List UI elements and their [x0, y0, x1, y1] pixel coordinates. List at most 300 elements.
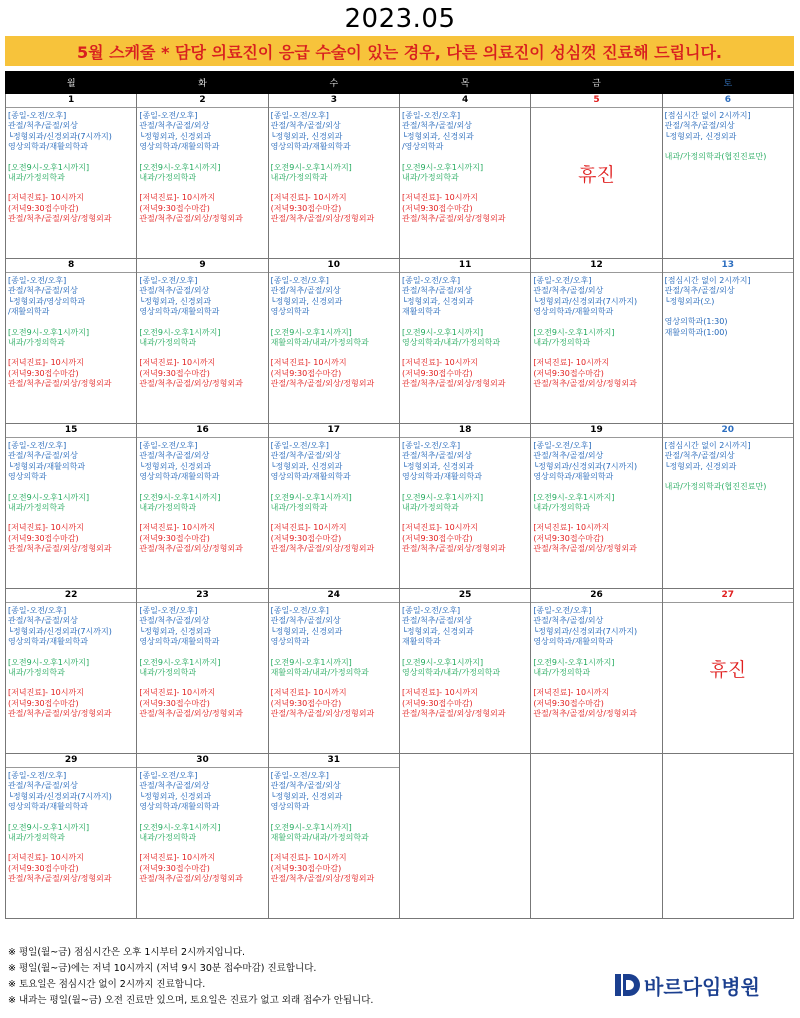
- calendar-day-cell: [137, 259, 268, 424]
- morning-block: [402, 328, 528, 349]
- schedule-line: [종일-오전/오후]: [401, 111, 461, 120]
- schedule-line: 관절/척추/골절/외상: [401, 616, 472, 626]
- footer-note: ※ 평일(월~금) 점심시간은 오후 1시부터 2시까지입니다.: [8, 947, 246, 958]
- evening-block: [8, 853, 134, 884]
- fullday-block: [139, 606, 265, 648]
- day-number: 22: [6, 589, 136, 603]
- evening-block: [139, 358, 265, 389]
- schedule-line: 관절/척추/골절/외상/정형외과: [139, 379, 243, 389]
- day-number: 11: [400, 259, 530, 273]
- fullday-block: [533, 606, 659, 648]
- evening-block: [533, 523, 659, 554]
- schedule-line: 관절/척추/골절/외상: [270, 781, 341, 791]
- schedule-line: └정형외과, 신경외과: [401, 131, 474, 141]
- schedule-line: [종일-오전/오후]: [139, 771, 198, 780]
- evening-block: [271, 193, 397, 224]
- schedule-line: 내과/가정의학과: [8, 833, 65, 843]
- schedule-line: [오전9시-오후1시까지]: [401, 657, 484, 667]
- schedule-line: 관절/척추/골절/외상/정형외과: [8, 544, 112, 554]
- calendar-week-row: [6, 754, 794, 919]
- evening-block: [8, 688, 134, 719]
- schedule-line: 영상의학과/재활의학과: [8, 802, 88, 812]
- schedule-line: 관절/척추/골절/외상: [8, 121, 78, 131]
- schedule-line: (저녁9:30접수마감): [270, 698, 342, 708]
- day-number: 10: [269, 259, 399, 273]
- schedule-line: 내과/가정의학과: [8, 503, 65, 513]
- schedule-line: 영상의학과/재활의학과: [270, 142, 351, 152]
- schedule-line: [점심시간 없이 2시까지]: [664, 276, 751, 285]
- day-number: 18: [400, 424, 530, 438]
- morning-block: [8, 163, 134, 184]
- schedule-line: [오전9시-오후1시까지]: [533, 327, 615, 337]
- weekday-tue: 화: [137, 72, 268, 94]
- fullday-block: [139, 771, 265, 813]
- footer-note: ※ 내과는 평일(월~금) 오전 진료만 있으며, 토요일은 진료가 없고 외래 접수가 안됩니다.: [8, 995, 374, 1006]
- schedule-line: 관절/척추/골절/외상/정형외과: [139, 544, 243, 554]
- schedule-line: [오전9시-오후1시까지]: [8, 492, 90, 502]
- schedule-line: (저녁9:30접수마감): [8, 203, 79, 213]
- fullday-block: [139, 441, 265, 483]
- schedule-line: └정형외과, 신경외과: [664, 131, 737, 141]
- schedule-line: [종일-오전/오후]: [139, 606, 198, 615]
- day-schedule: [531, 438, 661, 555]
- morning-block: [533, 328, 659, 349]
- schedule-line: 재활의학과(1:00): [664, 327, 728, 337]
- weekday-mon: 월: [6, 72, 137, 94]
- schedule-line: 영상의학과/재활의학과: [533, 472, 614, 482]
- day-number: 2: [137, 94, 267, 108]
- hospital-logo-icon: [614, 972, 640, 998]
- weekday-sat: 토: [662, 72, 793, 94]
- schedule-line: [저녁진료]- 10시까지: [8, 523, 84, 533]
- schedule-line: [종일-오전/오후]: [270, 771, 329, 780]
- schedule-line: 관절/척추/골절/외상: [270, 451, 341, 461]
- schedule-line: └정형외과, 신경외과: [139, 296, 212, 306]
- schedule-line: └정형외과(오): [664, 296, 715, 306]
- calendar-day-cell: [531, 259, 662, 424]
- morning-block: [139, 493, 265, 514]
- schedule-line: 관절/척추/골절/외상/정형외과: [8, 214, 112, 224]
- fullday-block: [271, 276, 397, 318]
- schedule-line: 영상의학과: [8, 472, 47, 482]
- closed-label: 휴진: [709, 659, 747, 681]
- schedule-line: [종일-오전/오후]: [401, 441, 461, 450]
- fullday-block: [402, 111, 528, 153]
- schedule-line: 영상의학과/재활의학과: [139, 802, 220, 812]
- schedule-line: 영상의학과/재활의학과: [8, 637, 88, 647]
- fullday-block: [271, 111, 397, 153]
- day-schedule: [6, 108, 136, 225]
- schedule-line: [저녁진료]- 10시까지: [401, 358, 478, 368]
- schedule-line: 영상의학과/재활의학과: [533, 307, 614, 317]
- hospital-logo-text: 바르다임병원: [644, 974, 760, 999]
- day-number: 6: [663, 94, 793, 108]
- morning-block: [139, 163, 265, 184]
- calendar-day-cell: [531, 754, 662, 919]
- schedule-line: 영상의학과: [270, 307, 310, 317]
- day-schedule: [137, 438, 267, 555]
- schedule-line: └정형외과, 신경외과: [139, 626, 212, 636]
- schedule-line: └정형외과, 신경외과: [401, 461, 474, 471]
- evening-block: [139, 523, 265, 554]
- day-number: 9: [137, 259, 267, 273]
- schedule-line: [저녁진료]- 10시까지: [139, 688, 216, 698]
- calendar-day-cell: [531, 94, 662, 259]
- fullday-block: [271, 606, 397, 648]
- schedule-line: [저녁진료]- 10시까지: [139, 193, 216, 203]
- fullday-block: [139, 276, 265, 318]
- schedule-line: (저녁9:30접수마감): [8, 368, 79, 378]
- schedule-line: (저녁9:30접수마감): [270, 368, 342, 378]
- schedule-line: [오전9시-오후1시까지]: [270, 162, 352, 172]
- schedule-line: 내과/가정의학과: [139, 833, 197, 843]
- schedule-line: 내과/가정의학과: [8, 173, 65, 183]
- schedule-line: 관절/척추/골절/외상/정형외과: [270, 874, 375, 884]
- schedule-line: 영상의학과/내과/가정의학과: [401, 338, 501, 348]
- schedule-line: [종일-오전/오후]: [8, 771, 67, 780]
- day-schedule: [269, 768, 399, 885]
- schedule-line: └정형외과/신경외과(7시까지): [8, 626, 112, 636]
- evening-block: [271, 853, 397, 884]
- schedule-line: [점심시간 없이 2시까지]: [664, 111, 751, 120]
- day-number: 30: [137, 754, 267, 768]
- schedule-line: [오전9시-오후1시까지]: [8, 162, 90, 172]
- schedule-line: (저녁9:30접수마감): [401, 698, 473, 708]
- day-number: 25: [400, 589, 530, 603]
- morning-block: [139, 658, 265, 679]
- morning-block: [8, 658, 134, 679]
- footer-note: ※ 토요일은 점심시간 없이 2시까지 진료합니다.: [8, 979, 206, 990]
- fullday-block: [8, 771, 134, 813]
- schedule-line: 내과/가정의학과(협진진료만): [664, 152, 767, 162]
- schedule-line: └정형외과, 신경외과: [270, 791, 343, 801]
- schedule-line: (저녁9:30접수마감): [139, 698, 210, 708]
- schedule-line: [오전9시-오후1시까지]: [139, 492, 221, 502]
- day-number: 4: [400, 94, 530, 108]
- fullday-block: [665, 441, 791, 472]
- day-schedule: [400, 108, 530, 225]
- morning-block: [402, 658, 528, 679]
- schedule-line: 영상의학과/재활의학과: [270, 472, 351, 482]
- schedule-line: 내과/가정의학과(협진진료만): [664, 482, 767, 492]
- day-schedule: [663, 273, 793, 338]
- closed-label: 휴진: [578, 164, 615, 186]
- schedule-line: 영상의학과: [270, 637, 310, 647]
- schedule-line: (저녁9:30접수마감): [533, 368, 604, 378]
- schedule-line: (저녁9:30접수마감): [401, 203, 473, 213]
- calendar-week-row: [6, 589, 794, 754]
- calendar-day-cell: [268, 94, 399, 259]
- calendar-day-cell: [662, 589, 793, 754]
- schedule-line: [오전9시-오후1시까지]: [401, 492, 484, 502]
- schedule-line: [오전9시-오후1시까지]: [270, 327, 352, 337]
- fullday-block: [271, 771, 397, 813]
- schedule-line: [저녁진료]- 10시까지: [533, 358, 610, 368]
- schedule-line: └정형외과, 신경외과: [401, 626, 474, 636]
- schedule-line: └정형외과, 신경외과: [270, 131, 343, 141]
- schedule-line: 영상의학과/내과/가정의학과: [401, 668, 501, 678]
- schedule-line: └정형외과, 신경외과: [664, 461, 737, 471]
- schedule-line: [종일-오전/오후]: [270, 276, 329, 285]
- schedule-calendar: [5, 71, 794, 919]
- day-schedule: [400, 438, 530, 555]
- schedule-line: [오전9시-오후1시까지]: [139, 327, 221, 337]
- schedule-line: [종일-오전/오후]: [8, 276, 67, 285]
- schedule-line: 내과/가정의학과: [533, 503, 591, 513]
- schedule-line: 영상의학과/재활의학과: [139, 307, 220, 317]
- calendar-day-cell: [137, 589, 268, 754]
- morning-block: [665, 482, 791, 492]
- morning-block: [139, 328, 265, 349]
- schedule-line: └정형외과/신경외과(7시까지): [533, 461, 638, 471]
- fullday-block: [271, 441, 397, 483]
- schedule-line: [오전9시-오후1시까지]: [401, 327, 484, 337]
- schedule-line: [저녁진료]- 10시까지: [533, 688, 610, 698]
- evening-block: [8, 358, 134, 389]
- calendar-day-cell: [268, 259, 399, 424]
- calendar-day-cell: [6, 424, 137, 589]
- day-schedule: [137, 108, 267, 225]
- schedule-line: └정형외과/신경외과(7시까지): [533, 296, 638, 306]
- schedule-line: [저녁진료]- 10시까지: [270, 523, 347, 533]
- schedule-line: (저녁9:30접수마감): [139, 203, 210, 213]
- schedule-line: [오전9시-오후1시까지]: [8, 327, 90, 337]
- notice-banner: 5월 스케줄 * 담당 의료진이 응급 수술이 있는 경우, 다른 의료진이 성심껏 진료해 드립니다.: [5, 36, 794, 66]
- schedule-line: 관절/척추/골절/외상/정형외과: [401, 709, 506, 719]
- schedule-line: 영상의학과/재활의학과: [139, 637, 220, 647]
- schedule-line: 관절/척추/골절/외상: [8, 781, 78, 791]
- schedule-line: 관절/척추/골절/외상/정형외과: [533, 544, 637, 554]
- day-number: 19: [531, 424, 661, 438]
- evening-block: [402, 358, 528, 389]
- calendar-day-cell: [662, 94, 793, 259]
- day-number: 15: [6, 424, 136, 438]
- evening-block: [271, 358, 397, 389]
- evening-block: [402, 523, 528, 554]
- schedule-line: └정형외과, 신경외과: [139, 461, 212, 471]
- schedule-line: 관절/척추/골절/외상: [139, 616, 210, 626]
- day-schedule: [663, 108, 793, 163]
- calendar-day-cell: [268, 754, 399, 919]
- schedule-line: [종일-오전/오후]: [533, 441, 592, 450]
- day-schedule: [6, 438, 136, 555]
- calendar-day-cell: [6, 259, 137, 424]
- morning-block: [271, 658, 397, 679]
- schedule-line: [종일-오전/오후]: [270, 111, 329, 120]
- schedule-line: [종일-오전/오후]: [8, 111, 67, 120]
- fullday-block: [8, 276, 134, 318]
- schedule-line: (저녁9:30접수마감): [8, 533, 79, 543]
- morning-block: [271, 493, 397, 514]
- calendar-day-cell: [399, 94, 530, 259]
- schedule-line: [저녁진료]- 10시까지: [8, 193, 84, 203]
- schedule-line: 관절/척추/골절/외상/정형외과: [8, 709, 112, 719]
- schedule-line: 영상의학과: [270, 802, 310, 812]
- schedule-line: 내과/가정의학과: [533, 668, 591, 678]
- schedule-line: 관절/척추/골절/외상: [664, 286, 735, 296]
- fullday-block: [533, 276, 659, 318]
- schedule-line: [저녁진료]- 10시까지: [8, 853, 84, 863]
- schedule-line: └정형외과, 신경외과: [270, 461, 343, 471]
- calendar-day-cell: [137, 424, 268, 589]
- schedule-line: [오전9시-오후1시까지]: [139, 822, 221, 832]
- evening-block: [402, 193, 528, 224]
- schedule-line: 관절/척추/골절/외상/정형외과: [139, 874, 243, 884]
- schedule-line: └정형외과/신경외과(7시까지): [8, 131, 112, 141]
- calendar-day-cell: [268, 424, 399, 589]
- day-number: 26: [531, 589, 661, 603]
- weekday-wed: 수: [268, 72, 399, 94]
- schedule-line: 내과/가정의학과: [401, 173, 459, 183]
- schedule-line: └정형외과, 신경외과: [401, 296, 474, 306]
- day-schedule: [137, 768, 267, 885]
- schedule-line: (저녁9:30접수마감): [139, 368, 210, 378]
- schedule-line: 관절/척추/골절/외상: [533, 286, 604, 296]
- calendar-day-cell: [268, 589, 399, 754]
- fullday-block: [8, 606, 134, 648]
- schedule-line: 내과/가정의학과: [270, 173, 328, 183]
- calendar-day-cell: [6, 94, 137, 259]
- calendar-day-cell: [137, 94, 268, 259]
- schedule-line: [저녁진료]- 10시까지: [401, 688, 478, 698]
- day-schedule: [6, 273, 136, 390]
- schedule-line: 재활의학과/내과/가정의학과: [270, 338, 369, 348]
- fullday-block: [139, 111, 265, 153]
- schedule-line: [오전9시-오후1시까지]: [8, 822, 90, 832]
- schedule-line: 관절/척추/골절/외상/정형외과: [401, 544, 506, 554]
- calendar-day-cell: [6, 589, 137, 754]
- calendar-day-cell: [399, 754, 530, 919]
- schedule-line: 내과/가정의학과: [270, 503, 328, 513]
- schedule-line: 관절/척추/골절/외상: [401, 121, 472, 131]
- day-schedule: [269, 273, 399, 390]
- schedule-line: 관절/척추/골절/외상: [270, 286, 341, 296]
- saturday-extra-block: [665, 317, 791, 338]
- schedule-line: └정형외과/재활의학과: [8, 461, 86, 471]
- schedule-line: 영상의학과/재활의학과: [139, 142, 220, 152]
- day-schedule: [531, 273, 661, 390]
- evening-block: [8, 523, 134, 554]
- schedule-line: 내과/가정의학과: [139, 173, 197, 183]
- schedule-line: /영상의학과: [401, 142, 444, 152]
- day-number: 20: [663, 424, 793, 438]
- evening-block: [271, 688, 397, 719]
- morning-block: [533, 658, 659, 679]
- schedule-line: 관절/척추/골절/외상: [139, 286, 210, 296]
- schedule-line: └정형외과, 신경외과: [270, 626, 343, 636]
- schedule-line: (저녁9:30접수마감): [8, 698, 79, 708]
- fullday-block: [533, 441, 659, 483]
- day-number: 17: [269, 424, 399, 438]
- day-number: 16: [137, 424, 267, 438]
- schedule-line: (저녁9:30접수마감): [139, 533, 210, 543]
- schedule-line: └정형외과/신경외과(7시까지): [533, 626, 638, 636]
- schedule-line: 내과/가정의학과: [139, 338, 197, 348]
- schedule-line: 관절/척추/골절/외상/정형외과: [139, 214, 243, 224]
- schedule-line: /재활의학과: [8, 307, 50, 317]
- schedule-line: 내과/가정의학과: [139, 503, 197, 513]
- schedule-line: └정형외과/영상의학과: [8, 296, 86, 306]
- evening-block: [533, 358, 659, 389]
- day-number: 5: [531, 94, 661, 108]
- schedule-line: 관절/척추/골절/외상: [139, 451, 210, 461]
- calendar-day-cell: [6, 754, 137, 919]
- schedule-line: [저녁진료]- 10시까지: [139, 358, 216, 368]
- schedule-line: 관절/척추/골절/외상: [139, 121, 210, 131]
- evening-block: [402, 688, 528, 719]
- schedule-line: [저녁진료]- 10시까지: [270, 358, 347, 368]
- schedule-line: 내과/가정의학과: [139, 668, 197, 678]
- morning-block: [139, 823, 265, 844]
- morning-block: [8, 823, 134, 844]
- morning-block: [8, 328, 134, 349]
- schedule-line: 관절/척추/골절/외상/정형외과: [270, 214, 375, 224]
- schedule-line: [저녁진료]- 10시까지: [401, 193, 478, 203]
- fullday-block: [665, 111, 791, 142]
- schedule-line: 관절/척추/골절/외상: [270, 616, 341, 626]
- day-schedule: [6, 603, 136, 720]
- day-number: 8: [6, 259, 136, 273]
- footer-note: ※ 평일(월~금)에는 저녁 10시까지 (저녁 9시 30분 접수마감) 진료합니다.: [8, 963, 317, 974]
- schedule-line: 관절/척추/골절/외상/정형외과: [139, 709, 243, 719]
- morning-block: [402, 493, 528, 514]
- schedule-line: 관절/척추/골절/외상: [8, 451, 78, 461]
- schedule-line: (저녁9:30접수마감): [270, 533, 342, 543]
- calendar-day-cell: [399, 259, 530, 424]
- schedule-line: [오전9시-오후1시까지]: [270, 492, 352, 502]
- schedule-line: 관절/척추/골절/외상/정형외과: [8, 379, 112, 389]
- schedule-line: 재활의학과: [401, 637, 441, 647]
- schedule-line: [종일-오전/오후]: [8, 441, 67, 450]
- day-number: 1: [6, 94, 136, 108]
- schedule-line: 관절/척추/골절/외상/정형외과: [270, 709, 375, 719]
- evening-block: [139, 853, 265, 884]
- calendar-day-cell: [399, 424, 530, 589]
- schedule-line: 재활의학과/내과/가정의학과: [270, 668, 369, 678]
- morning-block: [665, 152, 791, 162]
- evening-block: [271, 523, 397, 554]
- schedule-line: 관절/척추/골절/외상/정형외과: [270, 544, 375, 554]
- day-number: 12: [531, 259, 661, 273]
- schedule-line: [저녁진료]- 10시까지: [401, 523, 478, 533]
- schedule-line: 관절/척추/골절/외상: [8, 616, 78, 626]
- schedule-line: 영상의학과/재활의학과: [401, 472, 482, 482]
- schedule-line: [종일-오전/오후]: [139, 111, 198, 120]
- day-number: 31: [269, 754, 399, 768]
- morning-block: [271, 328, 397, 349]
- schedule-line: 관절/척추/골절/외상: [139, 781, 210, 791]
- schedule-line: [종일-오전/오후]: [401, 276, 461, 285]
- schedule-line: [저녁진료]- 10시까지: [8, 358, 84, 368]
- schedule-line: [저녁진료]- 10시까지: [270, 688, 347, 698]
- schedule-line: [오전9시-오후1시까지]: [533, 492, 615, 502]
- day-schedule: [137, 603, 267, 720]
- weekday-fri: 금: [531, 72, 662, 94]
- schedule-line: [저녁진료]- 10시까지: [8, 688, 84, 698]
- schedule-line: 영상의학과/재활의학과: [8, 142, 88, 152]
- day-schedule: [137, 273, 267, 390]
- fullday-block: [402, 441, 528, 483]
- schedule-line: 관절/척추/골절/외상: [8, 286, 78, 296]
- day-schedule: [400, 273, 530, 390]
- evening-block: [139, 193, 265, 224]
- schedule-line: [오전9시-오후1시까지]: [8, 657, 90, 667]
- schedule-line: [종일-오전/오후]: [139, 441, 198, 450]
- calendar-day-cell: [662, 259, 793, 424]
- schedule-line: [오전9시-오후1시까지]: [270, 657, 352, 667]
- day-schedule: [269, 108, 399, 225]
- schedule-line: └정형외과/신경외과(7시까지): [8, 791, 112, 801]
